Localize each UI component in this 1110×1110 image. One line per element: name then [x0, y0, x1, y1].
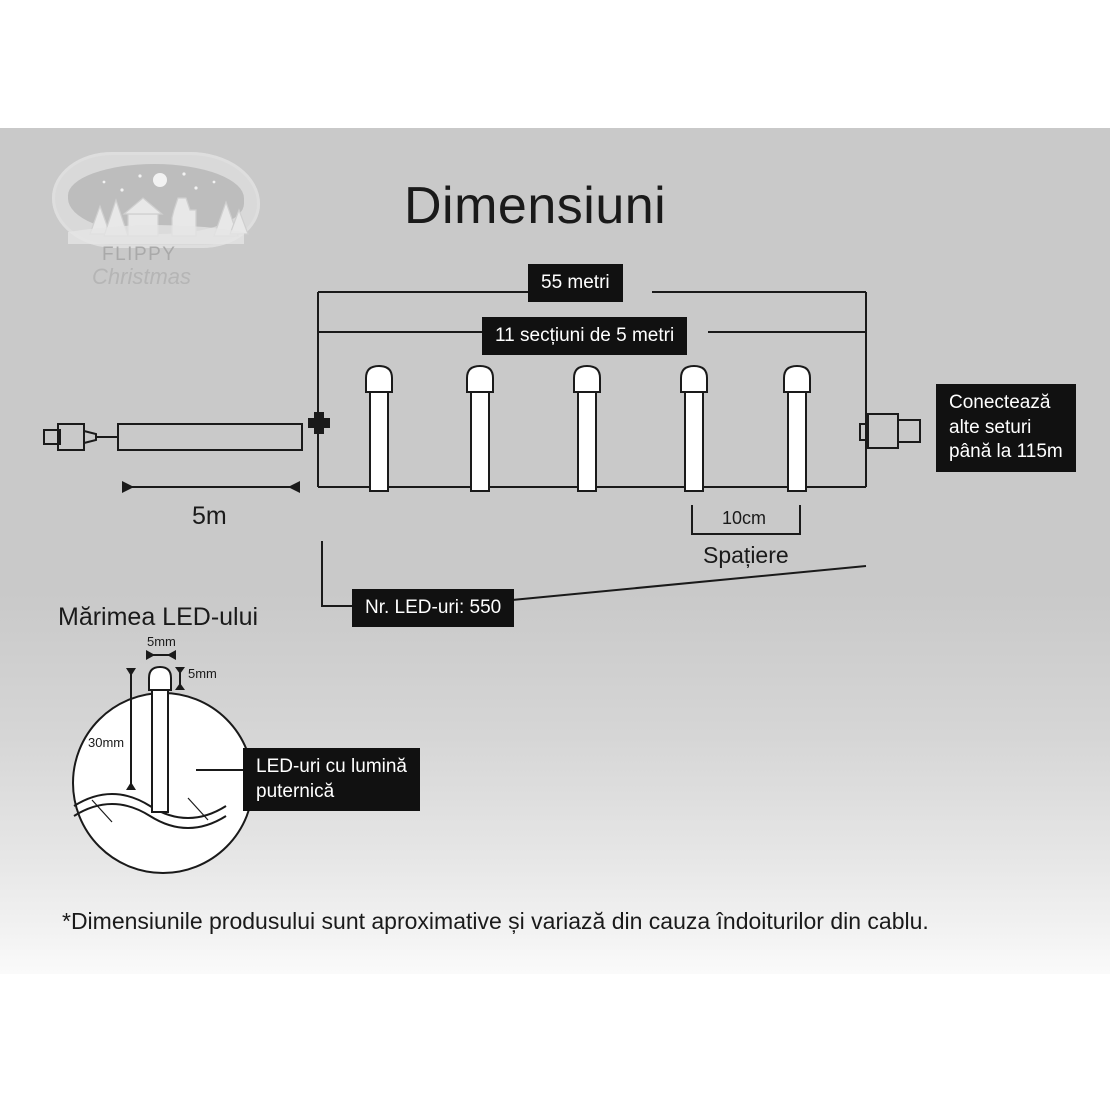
label-spacing-caption: Spațiere [703, 542, 789, 568]
label-led-size-heading: Mărimea LED-ului [58, 603, 259, 631]
badge-extend [936, 384, 1076, 472]
badge-bright-leds [243, 748, 420, 811]
brand-name-line1: FLIPPY [102, 244, 177, 265]
label-spacing-value: 10cm [722, 508, 767, 528]
badge-extend-line1: Conectează [949, 392, 1051, 413]
label-lead-wire-length: 5m [192, 502, 227, 530]
badge-total-length: 55 metri [528, 264, 623, 302]
page-title: Dimensiuni [404, 177, 667, 235]
badge-bright-leds-line2: puternică [256, 780, 335, 802]
badge-extend-line3: până la 115m [949, 441, 1063, 463]
footnote: *Dimensiunile produsului sunt aproximative și variază din cauza îndoiturilor din cablu. [62, 908, 929, 934]
badge-extend-line2: alte seturi [949, 416, 1032, 438]
label-led-height: 5mm [188, 666, 217, 681]
label-led-total-height: 30mm [88, 735, 125, 750]
badge-sections: 11 secțiuni de 5 metri [482, 317, 687, 355]
badge-bright-leds-line1: LED-uri cu lumină [256, 756, 407, 777]
brand-name-line2: Christmas [92, 264, 192, 289]
badge-led-count: Nr. LED-uri: 550 [352, 589, 514, 627]
label-led-width: 5mm [147, 634, 176, 649]
